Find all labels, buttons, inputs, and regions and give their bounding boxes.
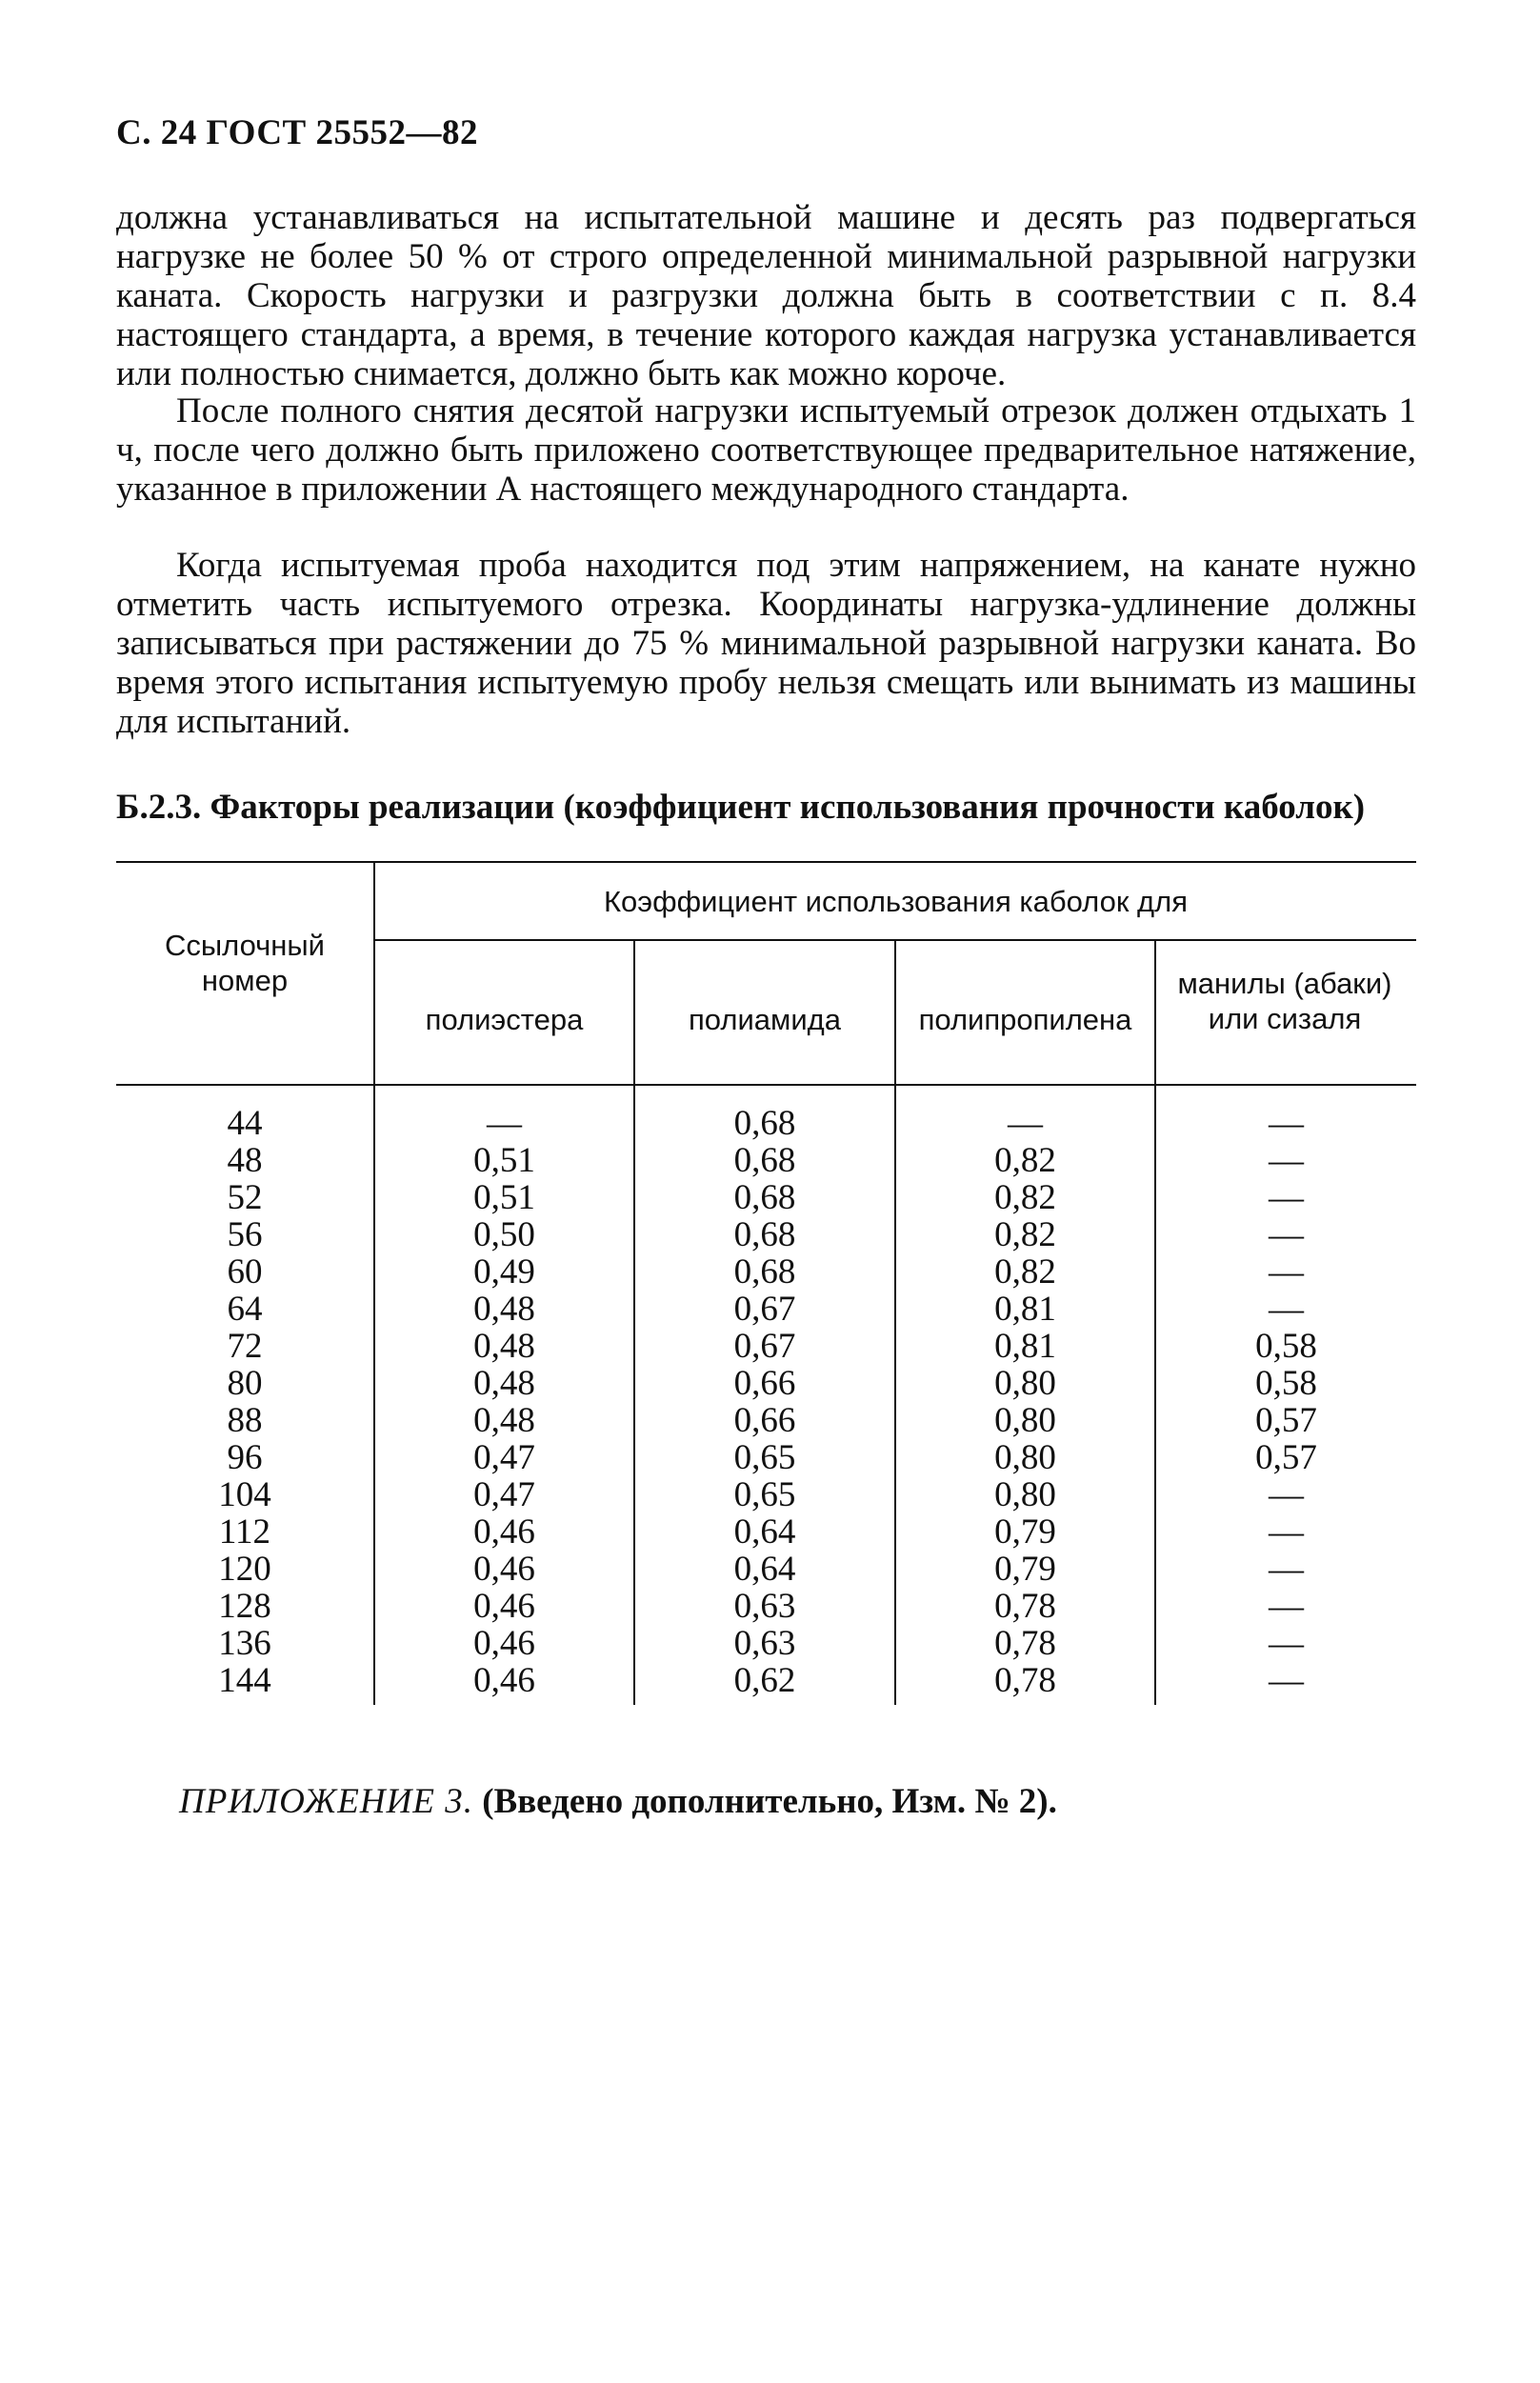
polyamide-cell: 0,68 bbox=[733, 1215, 796, 1254]
polypropylene-cell: 0,78 bbox=[994, 1661, 1056, 1700]
polypropylene-cell: 0,78 bbox=[994, 1624, 1056, 1663]
polyester-cell: 0,48 bbox=[473, 1401, 535, 1440]
manila-cell: 0,58 bbox=[1255, 1327, 1317, 1366]
polypropylene-column bbox=[896, 1105, 1154, 1699]
polyester-cell: 0,46 bbox=[473, 1512, 535, 1552]
section-title: Б.2.3. Факторы реализации (коэффициент использования прочности каболок) bbox=[116, 788, 1366, 827]
polypropylene-cell: — bbox=[1008, 1104, 1043, 1143]
polyester-cell: 0,48 bbox=[473, 1327, 535, 1366]
polyamide-cell: 0,63 bbox=[733, 1587, 796, 1626]
polyester-cell: 0,49 bbox=[473, 1252, 535, 1292]
paragraph-3: Когда испытуемая проба находится под этим напряжением, на канате нужно отметить часть испытуемого отрезка. Координаты нагрузка-удлинение должны записываться при растяжении до 75 % минимальной разрывной нагрузки каната. Во время этого испытания испытуемую пробу нельзя смещать или вынимать из машины для испытаний. bbox=[116, 546, 1416, 741]
polypropylene-cell: 0,82 bbox=[994, 1215, 1056, 1254]
paragraph-1: должна устанавливаться на испытательной машине и десять раз подвергаться нагрузке не более 50 % от строго определенной минимальной разрывной нагрузки каната. Скорость нагрузки и разгрузки должна быть в соответствии с п. 8.4 настоящего стандарта, а время, в течение которого каждая нагрузка устанавливается или полностью снимается, должно быть как можно короче. bbox=[116, 198, 1416, 393]
ref-number-cell: 96 bbox=[227, 1438, 263, 1477]
polypropylene-cell: 0,80 bbox=[994, 1438, 1056, 1477]
polyamide-cell: 0,65 bbox=[733, 1438, 796, 1477]
ref-number-column bbox=[116, 1105, 373, 1699]
col-header-manila: манилы (абаки) или сизаля bbox=[1177, 967, 1392, 1035]
appendix-label: ПРИЛОЖЕНИЕ 3. bbox=[179, 1782, 473, 1821]
manila-cell: — bbox=[1269, 1252, 1304, 1292]
polypropylene-cell: 0,81 bbox=[994, 1327, 1056, 1366]
ref-number-cell: 144 bbox=[218, 1661, 271, 1700]
manila-cell: — bbox=[1269, 1178, 1304, 1217]
manila-cell: 0,57 bbox=[1255, 1401, 1317, 1440]
polyamide-cell: 0,63 bbox=[733, 1624, 796, 1663]
polyamide-cell: 0,67 bbox=[733, 1327, 796, 1366]
polyamide-cell: 0,68 bbox=[733, 1141, 796, 1180]
col-header-polypropylene: полипропилена bbox=[918, 1003, 1132, 1036]
polyester-cell: 0,51 bbox=[473, 1178, 535, 1217]
polyester-cell: 0,46 bbox=[473, 1661, 535, 1700]
polyester-cell: 0,48 bbox=[473, 1290, 535, 1329]
polyamide-cell: 0,62 bbox=[733, 1661, 796, 1700]
manila-cell: 0,58 bbox=[1255, 1364, 1317, 1403]
ref-number-cell: 80 bbox=[227, 1364, 263, 1403]
ref-number-cell: 88 bbox=[227, 1401, 263, 1440]
polyamide-cell: 0,68 bbox=[733, 1104, 796, 1143]
ref-number-cell: 128 bbox=[218, 1587, 271, 1626]
ref-number-cell: 60 bbox=[227, 1252, 263, 1292]
polypropylene-cell: 0,80 bbox=[994, 1364, 1056, 1403]
ref-number-cell: 104 bbox=[218, 1475, 271, 1514]
manila-cell: — bbox=[1269, 1550, 1304, 1589]
polypropylene-cell: 0,79 bbox=[994, 1550, 1056, 1589]
polyamide-cell: 0,68 bbox=[733, 1252, 796, 1292]
group-header: Коэффициент использования каболок для bbox=[603, 885, 1188, 918]
polyester-cell: — bbox=[487, 1104, 522, 1143]
appendix-note bbox=[179, 1781, 1057, 1822]
polyamide-cell: 0,66 bbox=[733, 1401, 796, 1440]
manila-column bbox=[1156, 1105, 1416, 1699]
col-header-polyester: полиэстера bbox=[425, 1003, 584, 1036]
polyester-cell: 0,48 bbox=[473, 1364, 535, 1403]
ref-number-cell: 72 bbox=[227, 1327, 263, 1366]
manila-cell: 0,57 bbox=[1255, 1438, 1317, 1477]
header-bottom-rule bbox=[116, 1084, 1416, 1086]
polyamide-cell: 0,65 bbox=[733, 1475, 796, 1514]
polyester-cell: 0,47 bbox=[473, 1438, 535, 1477]
polyamide-cell: 0,64 bbox=[733, 1550, 796, 1589]
utilization-table bbox=[116, 855, 1416, 1712]
ref-number-cell: 112 bbox=[218, 1512, 271, 1552]
appendix-remark: (Введено дополнительно, Изм. № 2). bbox=[482, 1782, 1057, 1821]
table-top-rule bbox=[116, 861, 1416, 863]
polyester-cell: 0,46 bbox=[473, 1587, 535, 1626]
manila-cell: — bbox=[1269, 1215, 1304, 1254]
polypropylene-cell: 0,78 bbox=[994, 1587, 1056, 1626]
polyamide-cell: 0,68 bbox=[733, 1178, 796, 1217]
manila-cell: — bbox=[1269, 1104, 1304, 1143]
polypropylene-cell: 0,82 bbox=[994, 1252, 1056, 1292]
manila-cell: — bbox=[1269, 1141, 1304, 1180]
manila-cell: — bbox=[1269, 1661, 1304, 1700]
manila-cell: — bbox=[1269, 1475, 1304, 1514]
ref-number-cell: 44 bbox=[227, 1104, 263, 1143]
manila-cell: — bbox=[1269, 1624, 1304, 1663]
page-header: С. 24 ГОСТ 25552—82 bbox=[116, 113, 478, 152]
polyester-cell: 0,51 bbox=[473, 1141, 535, 1180]
polypropylene-cell: 0,79 bbox=[994, 1512, 1056, 1552]
manila-cell: — bbox=[1269, 1290, 1304, 1329]
polypropylene-cell: 0,81 bbox=[994, 1290, 1056, 1329]
paragraph-2: После полного снятия десятой нагрузки испытуемый отрезок должен отдыхать 1 ч, после чего должно быть приложено соответствующее предварительное натяжение, указанное в приложении А настоящего международного стандарта. bbox=[116, 391, 1416, 509]
manila-cell: — bbox=[1269, 1512, 1304, 1552]
polyamide-cell: 0,66 bbox=[733, 1364, 796, 1403]
polyester-column bbox=[375, 1105, 633, 1699]
polypropylene-cell: 0,80 bbox=[994, 1475, 1056, 1514]
ref-number-header: Ссылочный номер bbox=[164, 929, 326, 997]
polyamide-cell: 0,67 bbox=[733, 1290, 796, 1329]
polyester-cell: 0,50 bbox=[473, 1215, 535, 1254]
ref-number-cell: 120 bbox=[218, 1550, 271, 1589]
ref-number-cell: 136 bbox=[218, 1624, 271, 1663]
ref-number-cell: 52 bbox=[227, 1178, 263, 1217]
polypropylene-cell: 0,82 bbox=[994, 1141, 1056, 1180]
polyester-cell: 0,47 bbox=[473, 1475, 535, 1514]
polyester-cell: 0,46 bbox=[473, 1550, 535, 1589]
polyamide-column bbox=[635, 1105, 894, 1699]
polypropylene-cell: 0,80 bbox=[994, 1401, 1056, 1440]
col-header-polyamide: полиамида bbox=[689, 1003, 841, 1036]
polyamide-cell: 0,64 bbox=[733, 1512, 796, 1552]
polyester-cell: 0,46 bbox=[473, 1624, 535, 1663]
polypropylene-cell: 0,82 bbox=[994, 1178, 1056, 1217]
ref-number-cell: 48 bbox=[227, 1141, 263, 1180]
ref-number-cell: 56 bbox=[227, 1215, 263, 1254]
manila-cell: — bbox=[1269, 1587, 1304, 1626]
ref-number-cell: 64 bbox=[227, 1290, 263, 1329]
